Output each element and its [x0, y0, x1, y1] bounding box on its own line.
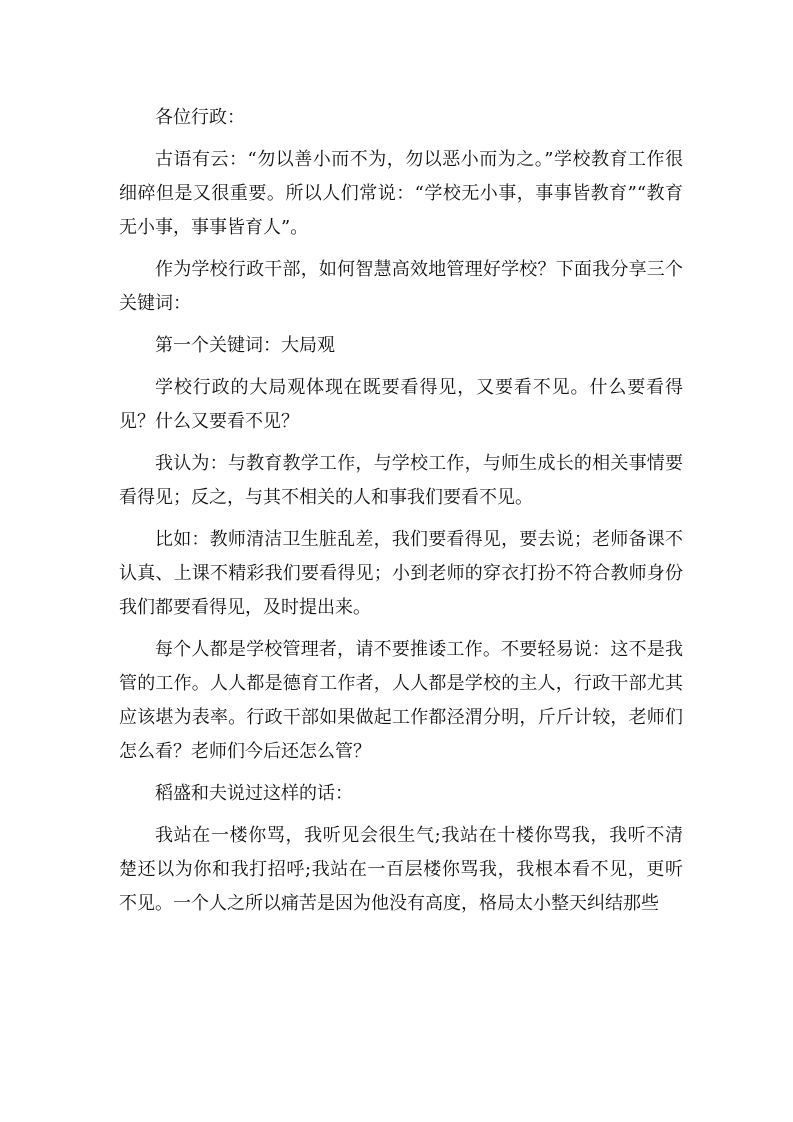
intro-paragraph: 作为学校行政干部，如何智慧高效地管理好学校？下面我分享三个关键词：	[119, 259, 683, 314]
proverb-paragraph: 古语有云：“勿以善小而不为，勿以恶小而为之。”学校教育工作很细碎但是又很重要。所以人们常说：“学校无小事，事事皆教育”“教育无小事，事事皆育人”。	[119, 149, 683, 238]
body-paragraph: 我认为：与教育教学工作，与学校工作，与师生成长的相关事情要看得见；反之，与其不相关的人和事我们要看不见。	[119, 453, 683, 508]
body-paragraph: 每个人都是学校管理者，请不要推诿工作。不要轻易说：这不是我管的工作。人人都是德育工作者，人人都是学校的主人，行政干部尤其应该堪为表率。行政干部如果做起工作都泾渭分明，斤斤计较，老师们怎么看？老师们今后还怎么管？	[119, 639, 683, 762]
quote-intro-paragraph: 稻盛和夫说过这样的话：	[155, 783, 353, 804]
keyword-heading: 第一个关键词：大局观	[155, 335, 335, 356]
quote-paragraph: 我站在一楼你骂，我听见会很生气;我站在十楼你骂我，我听不清楚还以为你和我打招呼;我站在一百层楼你骂我，我根本看不见，更听不见。一个人之所以痛苦是因为他没有高度，格局太小整天纠结那些	[119, 825, 683, 914]
body-paragraph: 比如：教师清洁卫生脏乱差，我们要看得见，要去说；老师备课不认真、上课不精彩我们要看得见；小到老师的穿衣打扮不符合教师身份我们都要看得见，及时提出来。	[119, 529, 683, 618]
body-paragraph: 学校行政的大局观体现在既要看得见，又要看不见。什么要看得见？什么又要看不见？	[119, 377, 683, 432]
greeting-paragraph: 各位行政：	[155, 107, 245, 128]
document-body	[119, 101, 683, 929]
